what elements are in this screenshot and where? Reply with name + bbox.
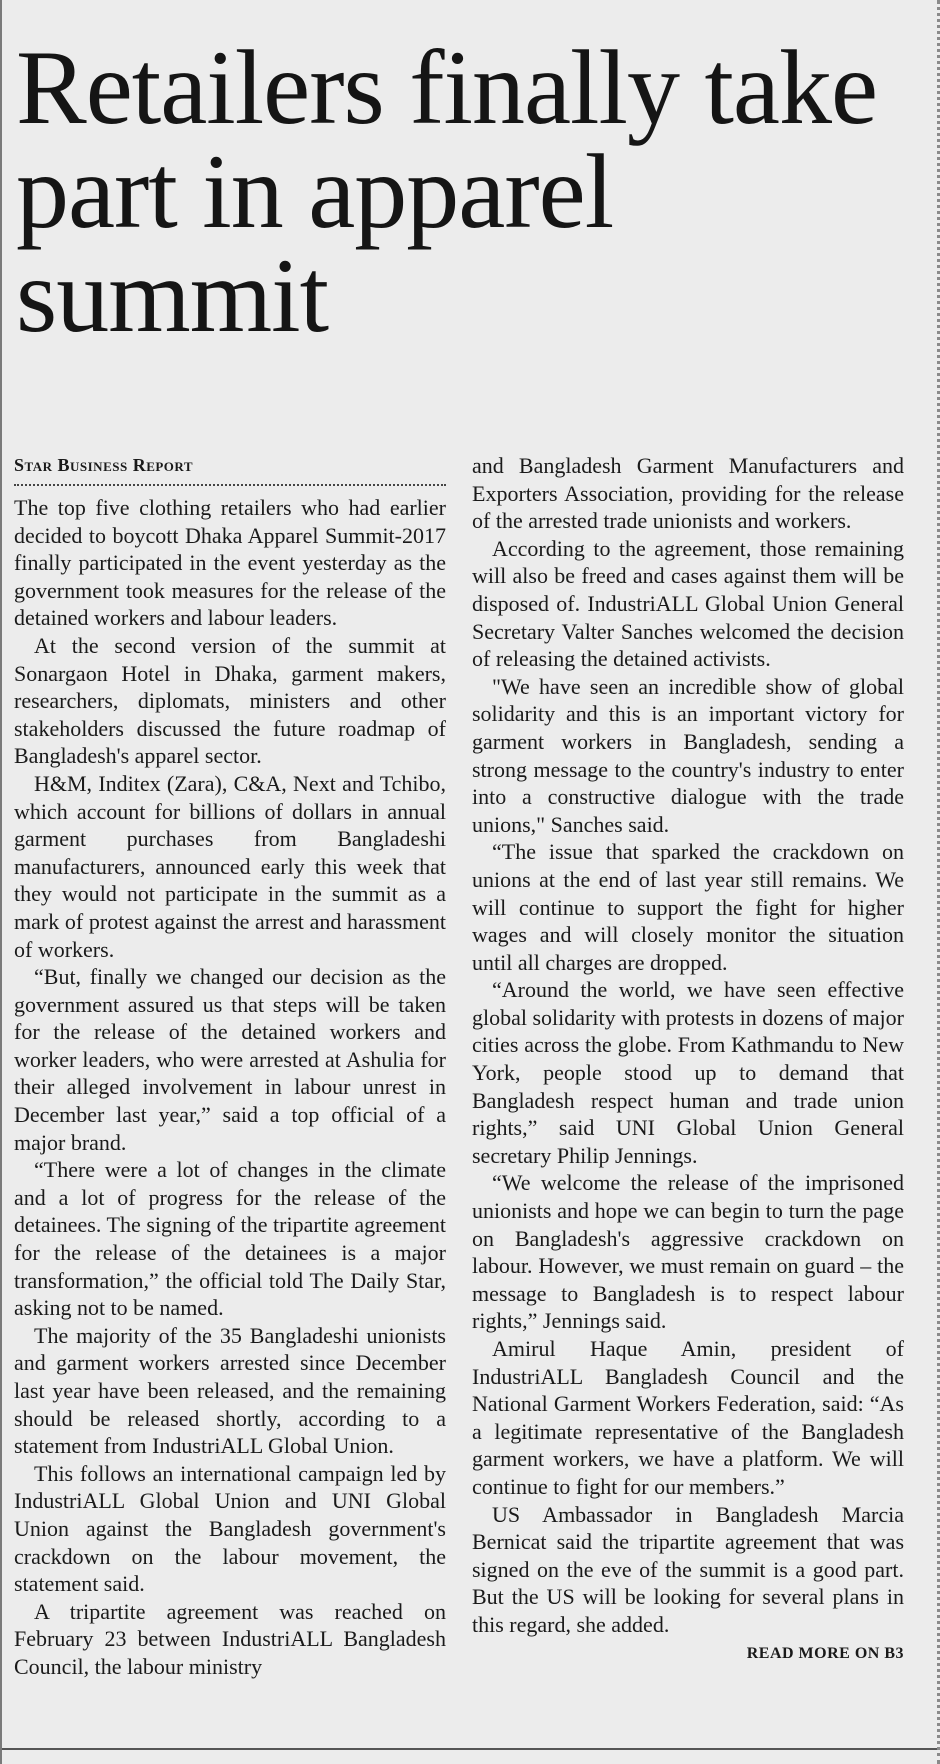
paragraph: "We have seen an incredible show of global solidarity and this is an important victory for garment workers in Bangladesh, sending a strong message to the country's industry to enter into a constructive dialogue with the trade unions," Sanches said. [472,673,904,837]
paragraph: and Bangladesh Garment Manufacturers and Exporters Association, providing for the release of the arrested trade unionists and workers. [472,453,904,534]
paragraph: “But, finally we changed our decision as the government assured us that steps will be taken for the release of the detained workers and worker leaders, who were arrested at Ashulia for their alleged involvement in labour unrest in December last year,” said a top official of a major brand. [14,964,446,1155]
bottom-divider [2,1748,937,1750]
column-right [472,452,904,1742]
byline: Star Business Report [14,455,194,475]
paragraph: Amirul Haque Amin, president of IndustriALL Bangladesh Council and the National Garment Workers Federation, said: “As a legitimate representative of the Bangladesh garment workers, we have a platform. We will continue to fight for our members.” [472,1336,904,1499]
paragraph: “We welcome the release of the imprisoned unionists and hope we can begin to turn the page on Bangladesh's aggressive crackdown on labour. However, we must remain on guard – the message to Bangladesh is to respect labour rights,” Jennings said. [472,1170,904,1334]
paragraph: “There were a lot of changes in the climate and a lot of progress for the release of the detainees. The signing of the tripartite agreement for the release of the detainees is a major transformation,” the official told The Daily Star, asking not to be named. [14,1157,446,1321]
paragraph: At the second version of the summit at Sonargaon Hotel in Dhaka, garment makers, researchers, diplomats, ministers and other stakeholders discussed the future roadmap of Bangladesh's apparel sector. [14,632,446,769]
read-more-link[interactable]: READ MORE ON B3 [746,1644,904,1662]
paragraph: US Ambassador in Bangladesh Marcia Bernicat said the tripartite agreement that was signed on the eve of the summit is a good part. But the US will be looking for several plans in this regard, she added. [472,1501,904,1637]
paragraph: This follows an international campaign led by IndustriALL Global Union and UNI Global Union against the Bangladesh government's crackdown on the labour movement, the statement said. [14,1460,446,1597]
article-body [14,452,904,1742]
paragraph: H&M, Inditex (Zara), C&A, Next and Tchibo, which account for billions of dollars in annual garment purchases from Bangladeshi manufacturers, announced early this week that they would not participate in the summit as a mark of protest against the arrest and harassment of workers. [14,770,446,962]
headline: Retailers finally take part in apparel summit [16,29,877,354]
column-left [14,452,446,1742]
paragraph: The top five clothing retailers who had earlier decided to boycott Dhaka Apparel Summit-2017 finally participated in the event yesterday as the government took measures for the release of the detained workers and labour leaders. [14,495,446,631]
paragraph: A tripartite agreement was reached on February 23 between IndustriALL Bangladesh Council, the labour ministry [14,1598,446,1679]
paragraph: According to the agreement, those remaining will also be freed and cases against them will be disposed of. IndustriALL Global Union General Secretary Valter Sanches welcomed the decision of releasing the detained activists. [472,535,904,672]
paragraph: The majority of the 35 Bangladeshi unionists and garment workers arrested since December last year have been released, and the remaining should be released shortly, according to a statement from IndustriALL Global Union. [14,1322,446,1459]
paragraph: “The issue that sparked the crackdown on unions at the end of last year still remains. We will continue to support the fight for higher wages and will closely monitor the situation until all charges are dropped. [472,839,904,975]
paragraph: “Around the world, we have seen effective global solidarity with protests in dozens of major cities across the globe. From Kathmandu to New York, people stood up to demand that Bangladesh respect human and trade union rights,” said UNI Global Union General secretary Philip Jennings. [472,977,904,1168]
byline-divider [14,484,446,486]
